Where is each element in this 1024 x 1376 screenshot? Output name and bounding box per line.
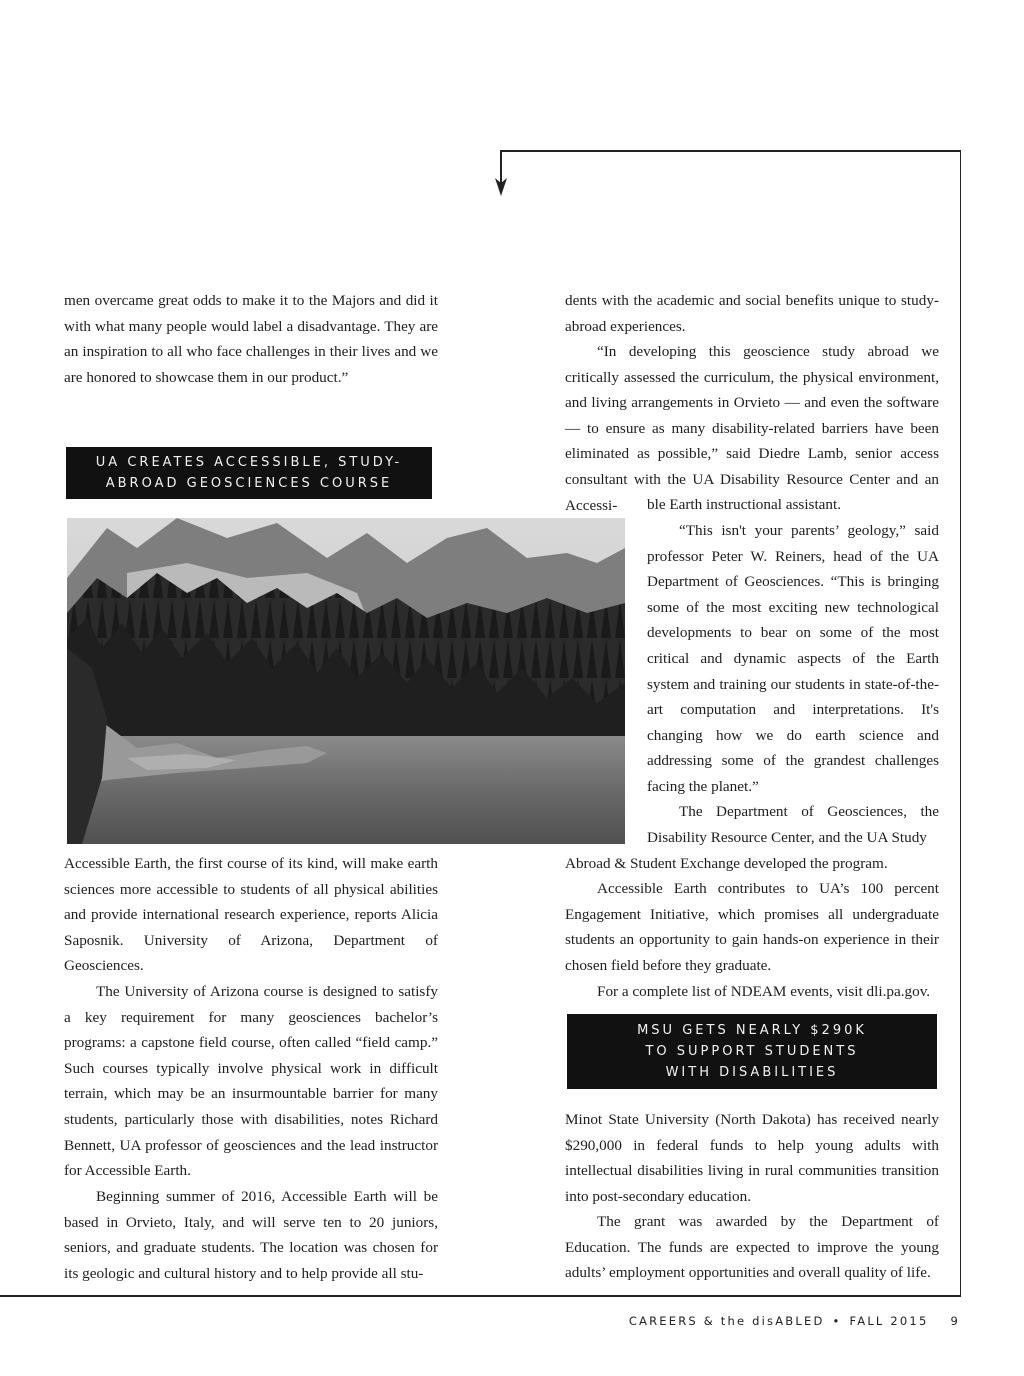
ndeam-paragraph: For a complete list of NDEAM events, visit dli.pa.gov. [597, 983, 931, 1000]
publication-name: CAREERS & the disABLED [628, 1314, 825, 1328]
lamb-quote-tail: ble Earth instructional assistant. [647, 496, 842, 513]
frame-bottom-line [0, 1295, 961, 1297]
lamb-quote-paragraph: “In developing this geoscience study abroad we critically assessed the curriculum, the physical environment, and living arrangements in Orvieto — and even the software — to ensure as many disability-related barriers have been eliminated as possible,” said Diedre Lamb, senior access consultant with the UA Disability Resource Center and an Accessi- [565, 343, 939, 514]
mountain-lake-photo [67, 518, 625, 844]
headline-line: UA CREATES ACCESSIBLE, STUDY- [95, 455, 403, 470]
headline-line: TO SUPPORT STUDENTS [645, 1044, 859, 1059]
study-abroad-benefits-paragraph: dents with the academic and social benefits unique to study-abroad experiences. [565, 292, 939, 335]
headline-msu-grant [567, 1014, 937, 1089]
issue-label: FALL 2015 [849, 1314, 929, 1328]
department-paragraph: The Department of Geosciences, the Disability Resource Center, and the UA Study [647, 803, 939, 846]
headline-line: MSU GETS NEARLY $290K [637, 1023, 867, 1038]
page-footer [540, 1314, 960, 1328]
msu-funds-paragraph: Minot State University (North Dakota) has received nearly $290,000 in federal funds to help young adults with intellectual disabilities living in rural communities transition into post-secondary education. [565, 1111, 939, 1205]
headline-line: ABROAD GEOSCIENCES COURSE [105, 476, 393, 491]
reiners-quote-paragraph: “This isn't your parents’ geology,” said professor Peter W. Reiners, head of the UA Department of Geosciences. “This is bringing some of the most exciting new technological developments to bear on some of the most critical and dynamic aspects of the Earth system and training our students in state-of-the-art computation and interpretations. It's changing how we do earth science and addressing some of the grandest challenges facing the planet.” [647, 522, 939, 795]
page-number: 9 [950, 1314, 960, 1328]
intro-paragraph: men overcame great odds to make it to the Majors and did it with what many people would label a disadvantage. They are an inspiration to all who face challenges in their lives and we are honored to showcase them in our product.” [64, 292, 438, 386]
msu-grant-paragraph: The grant was awarded by the Department of Education. The funds are expected to improve the young adults’ employment opportunities and overall quality of life. [565, 1213, 939, 1282]
headline-ua-accessible-course [66, 447, 432, 499]
orvieto-location-paragraph: Beginning summer of 2016, Accessible Earth will be based in Orvieto, Italy, and will serve ten to 20 juniors, seniors, and graduate students. The location was chosen for its geologic and cultural history and to help provide all stu- [64, 1188, 438, 1282]
frame-right-line [960, 150, 962, 1296]
department-paragraph-tail: Abroad & Student Exchange developed the program. [565, 855, 888, 872]
headline-line: WITH DISABILITIES [665, 1065, 839, 1080]
bullet-icon: • [832, 1314, 842, 1328]
frame-arrow-icon [494, 178, 508, 196]
engagement-paragraph: Accessible Earth contributes to UA’s 100 percent Engagement Initiative, which promises all undergraduate students an opportunity to gain hands-on experience in their chosen field before they graduate. [565, 880, 939, 974]
course-design-paragraph: The University of Arizona course is designed to satisfy a key requirement for many geosciences bachelor’s programs: a capstone field course, often called “field camp.” Such courses typically involve physical work in difficult terrain, which may be an insurmountable barrier for many students, particularly those with disabilities, notes Richard Bennett, UA professor of geosciences and the lead instructor for Accessible Earth. [64, 983, 438, 1180]
accessible-earth-intro-paragraph: Accessible Earth, the first course of its kind, will make earth sciences more accessible to students of all physical abilities and provide international research experience, reports Alicia Saposnik. University of Arizona, Department of Geosciences. [64, 855, 438, 975]
frame-top-line [500, 150, 961, 152]
